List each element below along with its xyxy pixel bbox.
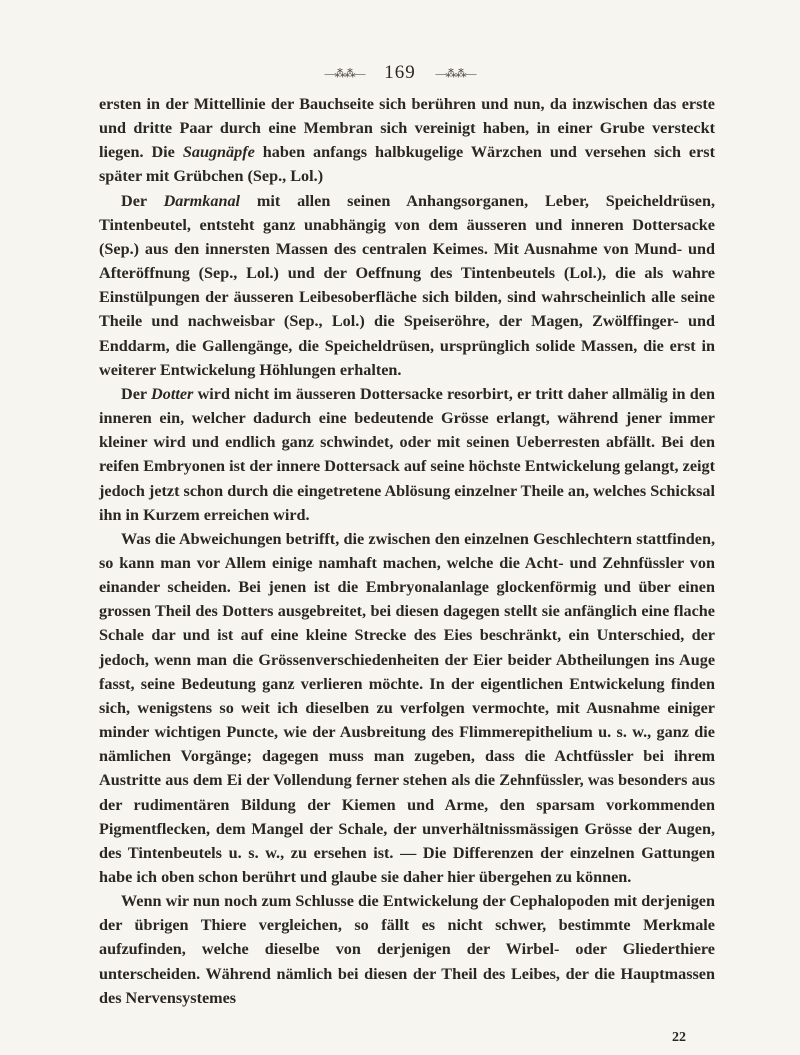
text-run: haben anfangs halbkugelige Wärzchen und versehen sich erst später mit Grübchen (Sep., Lol.) (99, 143, 715, 186)
paragraph (99, 382, 715, 527)
signature-mark: 22 (672, 1030, 686, 1045)
paragraph (99, 189, 715, 382)
text-run: mit allen seinen Anhangsorganen, Leber, Speicheldrüsen, Tintenbeutel, entsteht ganz unabhängig von dem äusseren und inneren Dottersacke (Sep.) aus den innersten Massen des centralen Keimes. Mit Ausnahme von Mund- und Afteröffnung (Sep., Lol.) und der Oeffnung des Tintenbeutels (Lol.), die als wahre Einstülpungen der äusseren Leibesoberfläche sich bilden, sind wahrscheinlich alle seine Theile und nachweisbar (Sep., Lol.) die Speiseröhre, der Magen, Zwölffinger- und Enddarm, die Gallengänge, die Speicheldrüsen, ursprünglich solide Massen, die erst in weiterer Entwickelung Höhlungen erhalten. (99, 191, 715, 379)
body-text (99, 92, 715, 1010)
text-run: Wenn wir nun noch zum Schlusse die Entwickelung der Cephalopoden mit derjenigen der übrigen Thiere vergleichen, so fällt es nicht schwer, bestimmte Merkmale aufzufinden, welche dieselbe von derjenigen der Wirbel- oder Gliederthiere unterscheiden. Während nämlich bei diesen der Theil des Leibes, der die Hauptmassen des Nervensystemes (99, 892, 715, 1007)
text-run: wird nicht im äusseren Dottersacke resorbirt, er tritt daher allmälig in den inneren ein, welcher dadurch eine bedeutende Grösse erlangt, während jener immer kleiner wird und endlich ganz schwindet, oder mit seinen Ueberresten abfällt. Bei den reifen Embryonen ist der innere Dottersack auf seine höchste Entwickelung gelangt, zeigt jedoch jetzt schon durch die eingetretene Ablösung einzelner Theile an, welches Schicksal ihn in Kurzem erreichen wird. (99, 384, 715, 524)
ornament-left-icon: —⁂⁂— (324, 68, 365, 81)
text-run: Der (121, 384, 152, 403)
italic-term: Saugnäpfe (182, 143, 255, 162)
ornament-right-icon: —⁂⁂— (435, 68, 476, 81)
page-number: 169 (384, 62, 416, 83)
text-run: Was die Abweichungen betrifft, die zwischen den einzelnen Geschlechtern stattfinden, so kann man vor Allem einige namhaft machen, welche die Acht- und Zehnfüssler von einander scheiden. Bei jenen ist die Embryonalanlage glockenförmig und über einen grossen Theil des Dotters ausgebreitet, bei diesen dagegen stellt sie anfänglich eine flache Schale dar und ist auf eine kleine Strecke des Eies beschränkt, ein Unterschied, der jedoch, wenn man die Grössenverschiedenheiten der Eier beider Abtheilungen ins Auge fasst, seine Bedeutung ganz verlieren möchte. In der eigentlichen Entwickelung finden sich, wenigstens so weit ich dieselben zu verfolgen vermochte, mit Ausnahme einiger minder wichtigen Puncte, wie der Ausbreitung des Flimmerepithelium u. s. w., ganz die nämlichen Vorgänge; dagegen muss man zugeben, dass die Achtfüssler bei ihrem Austritte aus dem Ei der Vollendung ferner stehen als die Zehnfüssler, was besonders aus der rudimentären Bildung der Kiemen und Arme, den sparsam vorkommenden Pigmentflecken, dem Mangel der Schale, der unverhältnissmässigen Grösse der Augen, des Tintenbeutels u. s. w., zu ersehen ist. — Die Differenzen der einzelnen Gattungen habe ich oben schon berührt und glaube sie daher hier übergehen zu können. (99, 529, 715, 886)
text-run: ersten in der Mittellinie der Bauchseite sich berühren und nun, da inzwischen das erste und dritte Paar durch eine Membran sich vereinigt haben, in einer Grube versteckt liegen. Die (99, 95, 715, 162)
text-run: Der (121, 191, 164, 210)
paragraph (99, 92, 715, 189)
italic-term: Darmkanal (163, 191, 241, 210)
italic-term: Dotter (151, 384, 194, 403)
paragraph (99, 527, 715, 889)
page-header (0, 62, 800, 84)
paragraph (99, 889, 715, 1010)
